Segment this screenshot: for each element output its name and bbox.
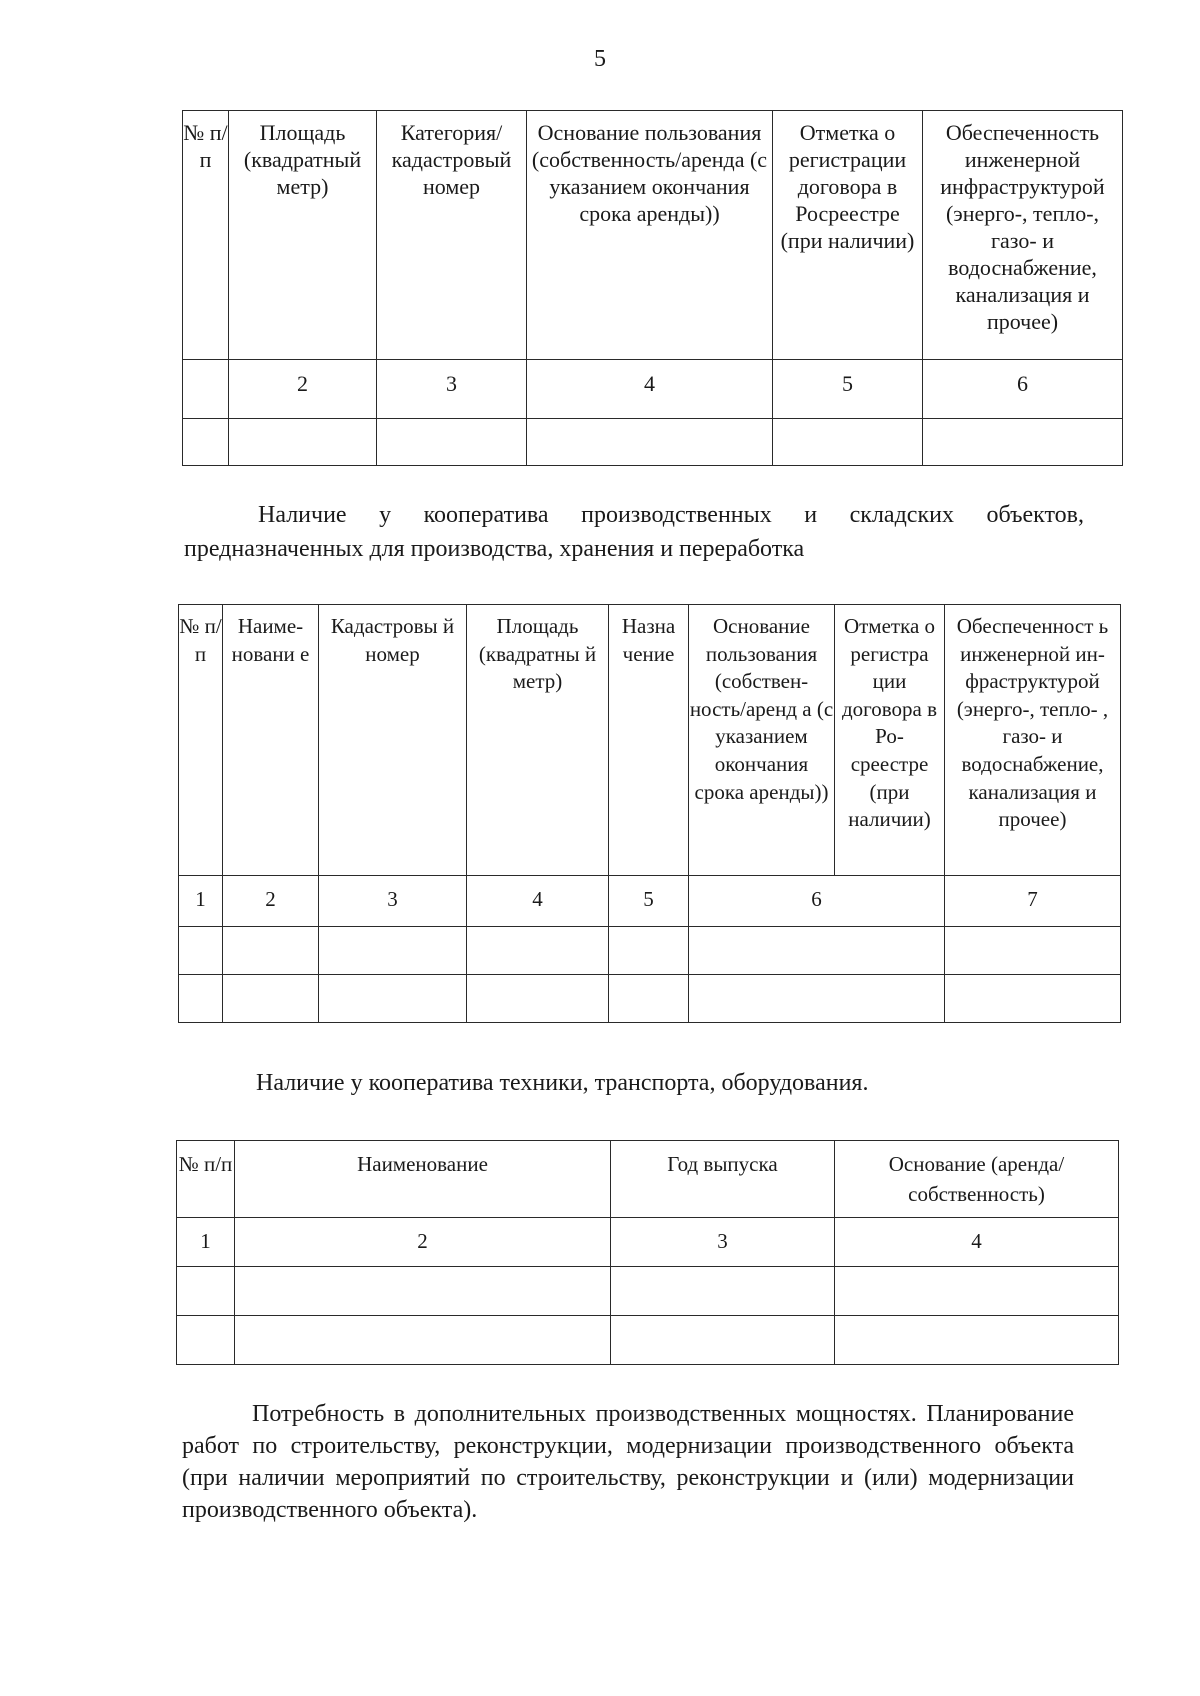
empty-cell [923, 419, 1123, 466]
heading-line: предназначенных для производства, хранения и переработка [184, 536, 805, 562]
empty-row [179, 975, 1121, 1023]
page-number: 5 [594, 46, 606, 72]
column-number-cell: 2 [223, 876, 319, 927]
empty-cell [183, 419, 229, 466]
header-cell-category: Категория/ кадастровый номер [377, 111, 527, 360]
header-cell-basis: Основание (аренда/собственность) [835, 1141, 1119, 1218]
empty-cell [319, 927, 467, 975]
header-cell-area: Площадь (квадратны й метр) [467, 605, 609, 876]
header-cell-infrastructure: Обеспеченност ь инженерной ин- фраструктурой (энерго-, тепло- , газо- и водоснабжение, канализация и прочее) [945, 605, 1121, 876]
header-cell-area: Площадь (квадратный метр) [229, 111, 377, 360]
empty-cell [377, 419, 527, 466]
header-cell-name: Наименование [235, 1141, 611, 1218]
header-cell-registration: Отметка о регистрации договора в Росреестре (при наличии) [773, 111, 923, 360]
header-cell-year: Год выпуска [611, 1141, 835, 1218]
column-number-cell [183, 360, 229, 419]
column-number-cell: 1 [177, 1218, 235, 1267]
header-cell-number: № п/ п [179, 605, 223, 876]
column-number-cell: 7 [945, 876, 1121, 927]
empty-cell [611, 1267, 835, 1316]
column-number-cell: 6 [923, 360, 1123, 419]
empty-cell [229, 419, 377, 466]
empty-cell [467, 927, 609, 975]
empty-row [177, 1316, 1119, 1365]
empty-cell [689, 975, 945, 1023]
empty-cell [319, 975, 467, 1023]
column-number-cell: 6 [689, 876, 945, 927]
empty-cell [609, 927, 689, 975]
empty-cell [179, 927, 223, 975]
empty-cell [177, 1267, 235, 1316]
empty-cell [223, 927, 319, 975]
empty-row [183, 419, 1123, 466]
table-header-row [179, 605, 1121, 876]
header-cell-infrastructure: Обеспеченность инженерной инфраструктурой (энерго-, тепло-, газо- и водоснабжение, канализация и прочее) [923, 111, 1123, 360]
empty-cell [179, 975, 223, 1023]
column-number-row [179, 876, 1121, 927]
column-number-row [183, 360, 1123, 419]
empty-cell [689, 927, 945, 975]
header-cell-number: № п/п [183, 111, 229, 360]
header-cell-usage-basis: Основание пользования (собствен- ность/аренд а (с указанием окончания срока аренды)) [689, 605, 835, 876]
column-number-row [177, 1218, 1119, 1267]
header-cell-purpose: Назна чение [609, 605, 689, 876]
header-cell-name: Наиме- новани е [223, 605, 319, 876]
column-number-cell: 2 [235, 1218, 611, 1267]
column-number-cell: 3 [319, 876, 467, 927]
column-number-cell: 5 [773, 360, 923, 419]
empty-cell [467, 975, 609, 1023]
empty-row [177, 1267, 1119, 1316]
empty-cell [945, 975, 1121, 1023]
heading-line: Наличие у кооператива производственных и складских объектов, [258, 502, 1084, 528]
empty-cell [773, 419, 923, 466]
empty-cell [835, 1267, 1119, 1316]
column-number-cell: 3 [611, 1218, 835, 1267]
header-cell-cadastral-number: Кадастровы й номер [319, 605, 467, 876]
production-facilities-heading [184, 498, 1084, 566]
equipment-heading: Наличие у кооператива техники, транспорта, оборудования. [256, 1070, 869, 1096]
empty-cell [611, 1316, 835, 1365]
land-plots-table [182, 110, 1123, 466]
empty-cell [177, 1316, 235, 1365]
empty-cell [835, 1316, 1119, 1365]
empty-row [179, 927, 1121, 975]
empty-cell [223, 975, 319, 1023]
table-header-row [183, 111, 1123, 360]
empty-cell [235, 1316, 611, 1365]
header-cell-usage-basis: Основание пользования (собственность/аренда (с указанием окончания срока аренды)) [527, 111, 773, 360]
empty-cell [945, 927, 1121, 975]
empty-cell [235, 1267, 611, 1316]
column-number-cell: 2 [229, 360, 377, 419]
header-cell-number: № п/п [177, 1141, 235, 1218]
production-facilities-table [178, 604, 1121, 1023]
table-header-row [177, 1141, 1119, 1218]
capacity-needs-paragraph: Потребность в дополнительных производственных мощностях. Планирование работ по строительству, реконструкции, модернизации производственного объекта (при наличии мероприятий по строительству, реконструкции и (или) модернизации производственного объекта). [182, 1401, 1074, 1523]
equipment-table [176, 1140, 1119, 1365]
column-number-cell: 3 [377, 360, 527, 419]
column-number-cell: 1 [179, 876, 223, 927]
header-cell-registration: Отметка о регистра ции договора в Ро- среестре (при наличии) [835, 605, 945, 876]
column-number-cell: 4 [527, 360, 773, 419]
empty-cell [609, 975, 689, 1023]
column-number-cell: 4 [467, 876, 609, 927]
empty-cell [527, 419, 773, 466]
column-number-cell: 5 [609, 876, 689, 927]
column-number-cell: 4 [835, 1218, 1119, 1267]
